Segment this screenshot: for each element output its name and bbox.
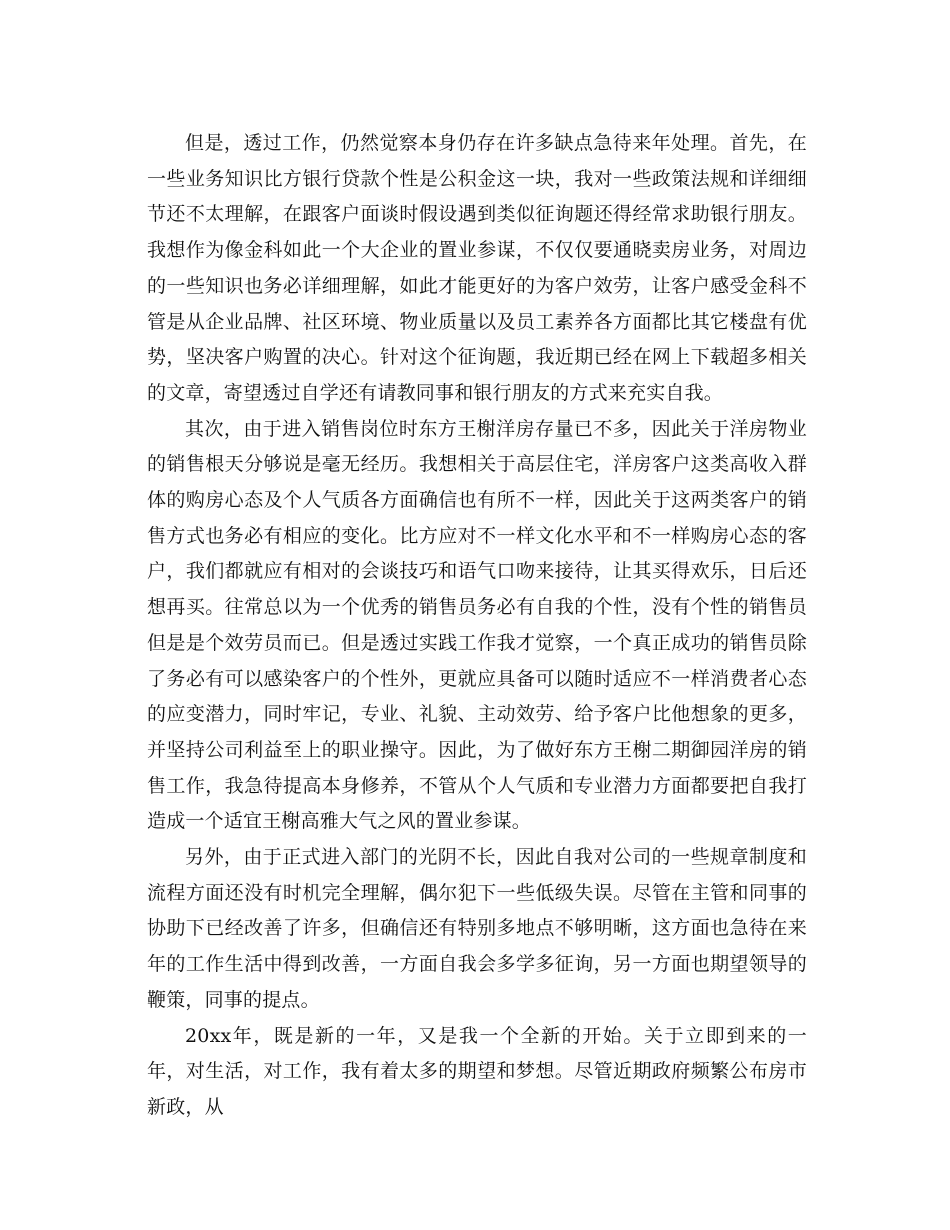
paragraph-new-year: 20xx年，既是新的一年，又是我一个全新的开始。关于立即到来的一年，对生活，对工作，我有着太多的期望和梦想。尽管近期政府频繁公布房市新政，从 <box>147 1024 807 1118</box>
paragraph-company-rules: 另外，由于正式进入部门的光阴不长，因此自我对公司的一些规章制度和流程方面还没有时机完全理解，偶尔犯下一些低级失误。尽管在主管和同事的协助下已经改善了许多，但确信还有特别多地点不够明晰，这方面也急待在来年的工作生活中得到改善，一方面自我会多学多征询，另一方面也期望领导的鞭策，同事的提点。 <box>147 846 807 1011</box>
paragraph-villa-sales: 其次，由于进入销售岗位时东方王榭洋房存量已不多，因此关于洋房物业的销售根天分够说是毫无经历。我想相关于高层住宅，洋房客户这类高收入群体的购房心态及个人气质各方面确信也有所不一样，因此关于这两类客户的销售方式也务必有相应的变化。比方应对不一样文化水平和不一样购房心态的客户，我们都就应有相对的会谈技巧和语气口吻来接待，让其买得欢乐，日后还想再买。往常总以为一个优秀的销售员务必有自我的个性，没有个性的销售员但是是个效劳员而已。但是透过实践工作我才觉察，一个真正成功的销售员除了务必有可以感染客户的个性外，更就应具备可以随时适应不一样消费者心态的应变潜力，同时牢记，专业、礼貌、主动效劳、给予客户比他想象的更多，并坚持公司利益至上的职业操守。因此，为了做好东方王榭二期御园洋房的销售工作，我急待提高本身修养，不管从个人气质和专业潜力方面都要把自我打造成一个适宜王榭高雅大气之风的置业参谋。 <box>147 417 807 833</box>
document-body <box>147 126 807 1126</box>
paragraph-shortcomings: 但是，透过工作，仍然觉察本身仍存在许多缺点急待来年处理。首先，在一些业务知识比方银行贷款个性是公积金这一块，我对一些政策法规和详细细节还不太理解，在跟客户面谈时假设遇到类似征询题还得经常求助银行朋友。我想作为像金科如此一个大企业的置业参谋，不仅仅要通晓卖房业务，对周边的一些知识也务必详细理解，如此才能更好的为客户效劳，让客户感受金科不管是从企业品牌、社区环境、物业质量以及员工素养各方面都比其它楼盘有优势，坚决客户购置的决心。针对这个征询题，我近期已经在网上下载超多相关的文章，寄望透过自学还有请教同事和银行朋友的方式来充实自我。 <box>147 132 807 404</box>
